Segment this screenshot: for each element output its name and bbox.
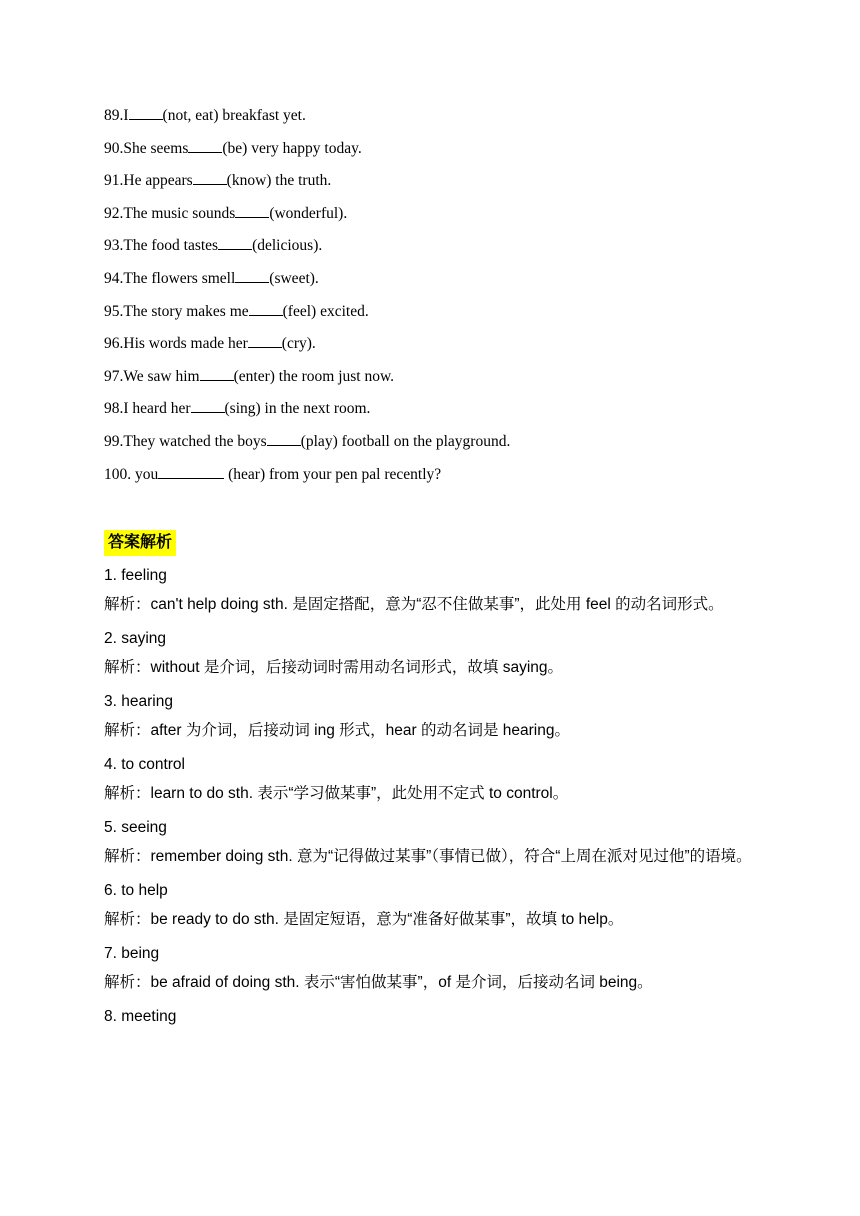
- answer-explanation: 解析：after 为介词，后接动词 ing 形式，hear 的动名词是 hearing。: [104, 722, 570, 739]
- question-suffix: (enter) the room just now.: [233, 367, 395, 385]
- question-prefix: 94.The flowers smell: [104, 269, 236, 287]
- question-prefix: 93.The food tastes: [104, 237, 219, 255]
- answer-list: [104, 565, 764, 1028]
- answer-number: 5. seeing: [104, 819, 167, 836]
- question-line: [104, 300, 804, 333]
- question-line: [104, 397, 804, 430]
- answer-blank: [249, 300, 283, 316]
- question-line: [104, 234, 804, 267]
- question-prefix: 98.I heard her: [104, 400, 191, 418]
- answer-explanation: 解析：be ready to do sth. 是固定短语，意为“准备好做某事”，故填 to help。: [104, 911, 624, 928]
- answer-blank: [200, 365, 234, 381]
- question-suffix: (hear) from your pen pal recently?: [224, 465, 442, 483]
- answer-explanation: 解析：be afraid of doing sth. 表示“害怕做某事”，of 是介词，后接动名词 being。: [104, 974, 653, 991]
- answer-number: 4. to control: [104, 756, 185, 773]
- question-line: [104, 202, 804, 235]
- question-suffix: (cry).: [281, 335, 316, 353]
- answer-number: 8. meeting: [104, 1008, 177, 1025]
- answer-blank: [267, 430, 301, 446]
- answer-blank: [235, 267, 269, 283]
- answers-heading: 答案解析: [104, 530, 176, 556]
- question-line: [104, 463, 804, 496]
- question-line: [104, 365, 804, 398]
- question-suffix: (know) the truth.: [226, 172, 332, 190]
- answer-section: [104, 530, 764, 1028]
- question-prefix: 100. you: [104, 465, 159, 483]
- question-suffix: (delicious).: [252, 237, 323, 255]
- question-suffix: (sing) in the next room.: [224, 400, 371, 418]
- question-prefix: 92.The music sounds: [104, 204, 236, 222]
- answer-blank: [129, 104, 163, 120]
- question-prefix: 91.He appears: [104, 172, 193, 190]
- answer-blank: [193, 169, 227, 185]
- question-line: [104, 104, 804, 137]
- question-prefix: 90.She seems: [104, 139, 189, 157]
- answer-blank: [158, 463, 224, 479]
- answer-explanation: 解析：remember doing sth. 意为“记得做过某事”（事情已做），符合“上周在派对见过他”的语境。: [104, 848, 752, 865]
- question-suffix: (not, eat) breakfast yet.: [162, 107, 306, 124]
- question-prefix: 95.The story makes me: [104, 302, 249, 320]
- question-line: [104, 267, 804, 300]
- answer-blank: [218, 234, 252, 250]
- question-suffix: (wonderful).: [269, 204, 348, 222]
- answer-blank: [188, 137, 222, 153]
- question-prefix: 97.We saw him: [104, 367, 200, 385]
- answer-blank: [235, 202, 269, 218]
- answer-explanation: 解析：learn to do sth. 表示“学习做某事”，此处用不定式 to control。: [104, 785, 569, 802]
- answer-explanation: 解析：without 是介词，后接动词时需用动名词形式，故填 saying。: [104, 659, 564, 676]
- answer-number: 7. being: [104, 945, 160, 962]
- answer-number: 6. to help: [104, 882, 168, 899]
- question-prefix: 89.I: [104, 107, 129, 124]
- question-suffix: (play) football on the playground.: [300, 432, 511, 450]
- answer-number: 2. saying: [104, 630, 167, 647]
- question-line: [104, 137, 804, 170]
- question-suffix: (be) very happy today.: [222, 139, 362, 157]
- question-line: [104, 430, 804, 463]
- question-prefix: 96.His words made her: [104, 335, 248, 353]
- answer-number: 3. hearing: [104, 693, 173, 710]
- question-line: [104, 169, 804, 202]
- question-list: [104, 104, 804, 495]
- answer-blank: [191, 397, 225, 413]
- answer-blank: [248, 332, 282, 348]
- answer-number: 1. feeling: [104, 567, 167, 584]
- question-suffix: (feel) excited.: [282, 302, 369, 320]
- answer-explanation: 解析：can't help doing sth. 是固定搭配，意为“忍不住做某事”，此处用 feel 的动名词形式。: [104, 596, 724, 613]
- question-prefix: 99.They watched the boys: [104, 432, 267, 450]
- question-suffix: (sweet).: [269, 269, 319, 287]
- question-line: [104, 332, 804, 365]
